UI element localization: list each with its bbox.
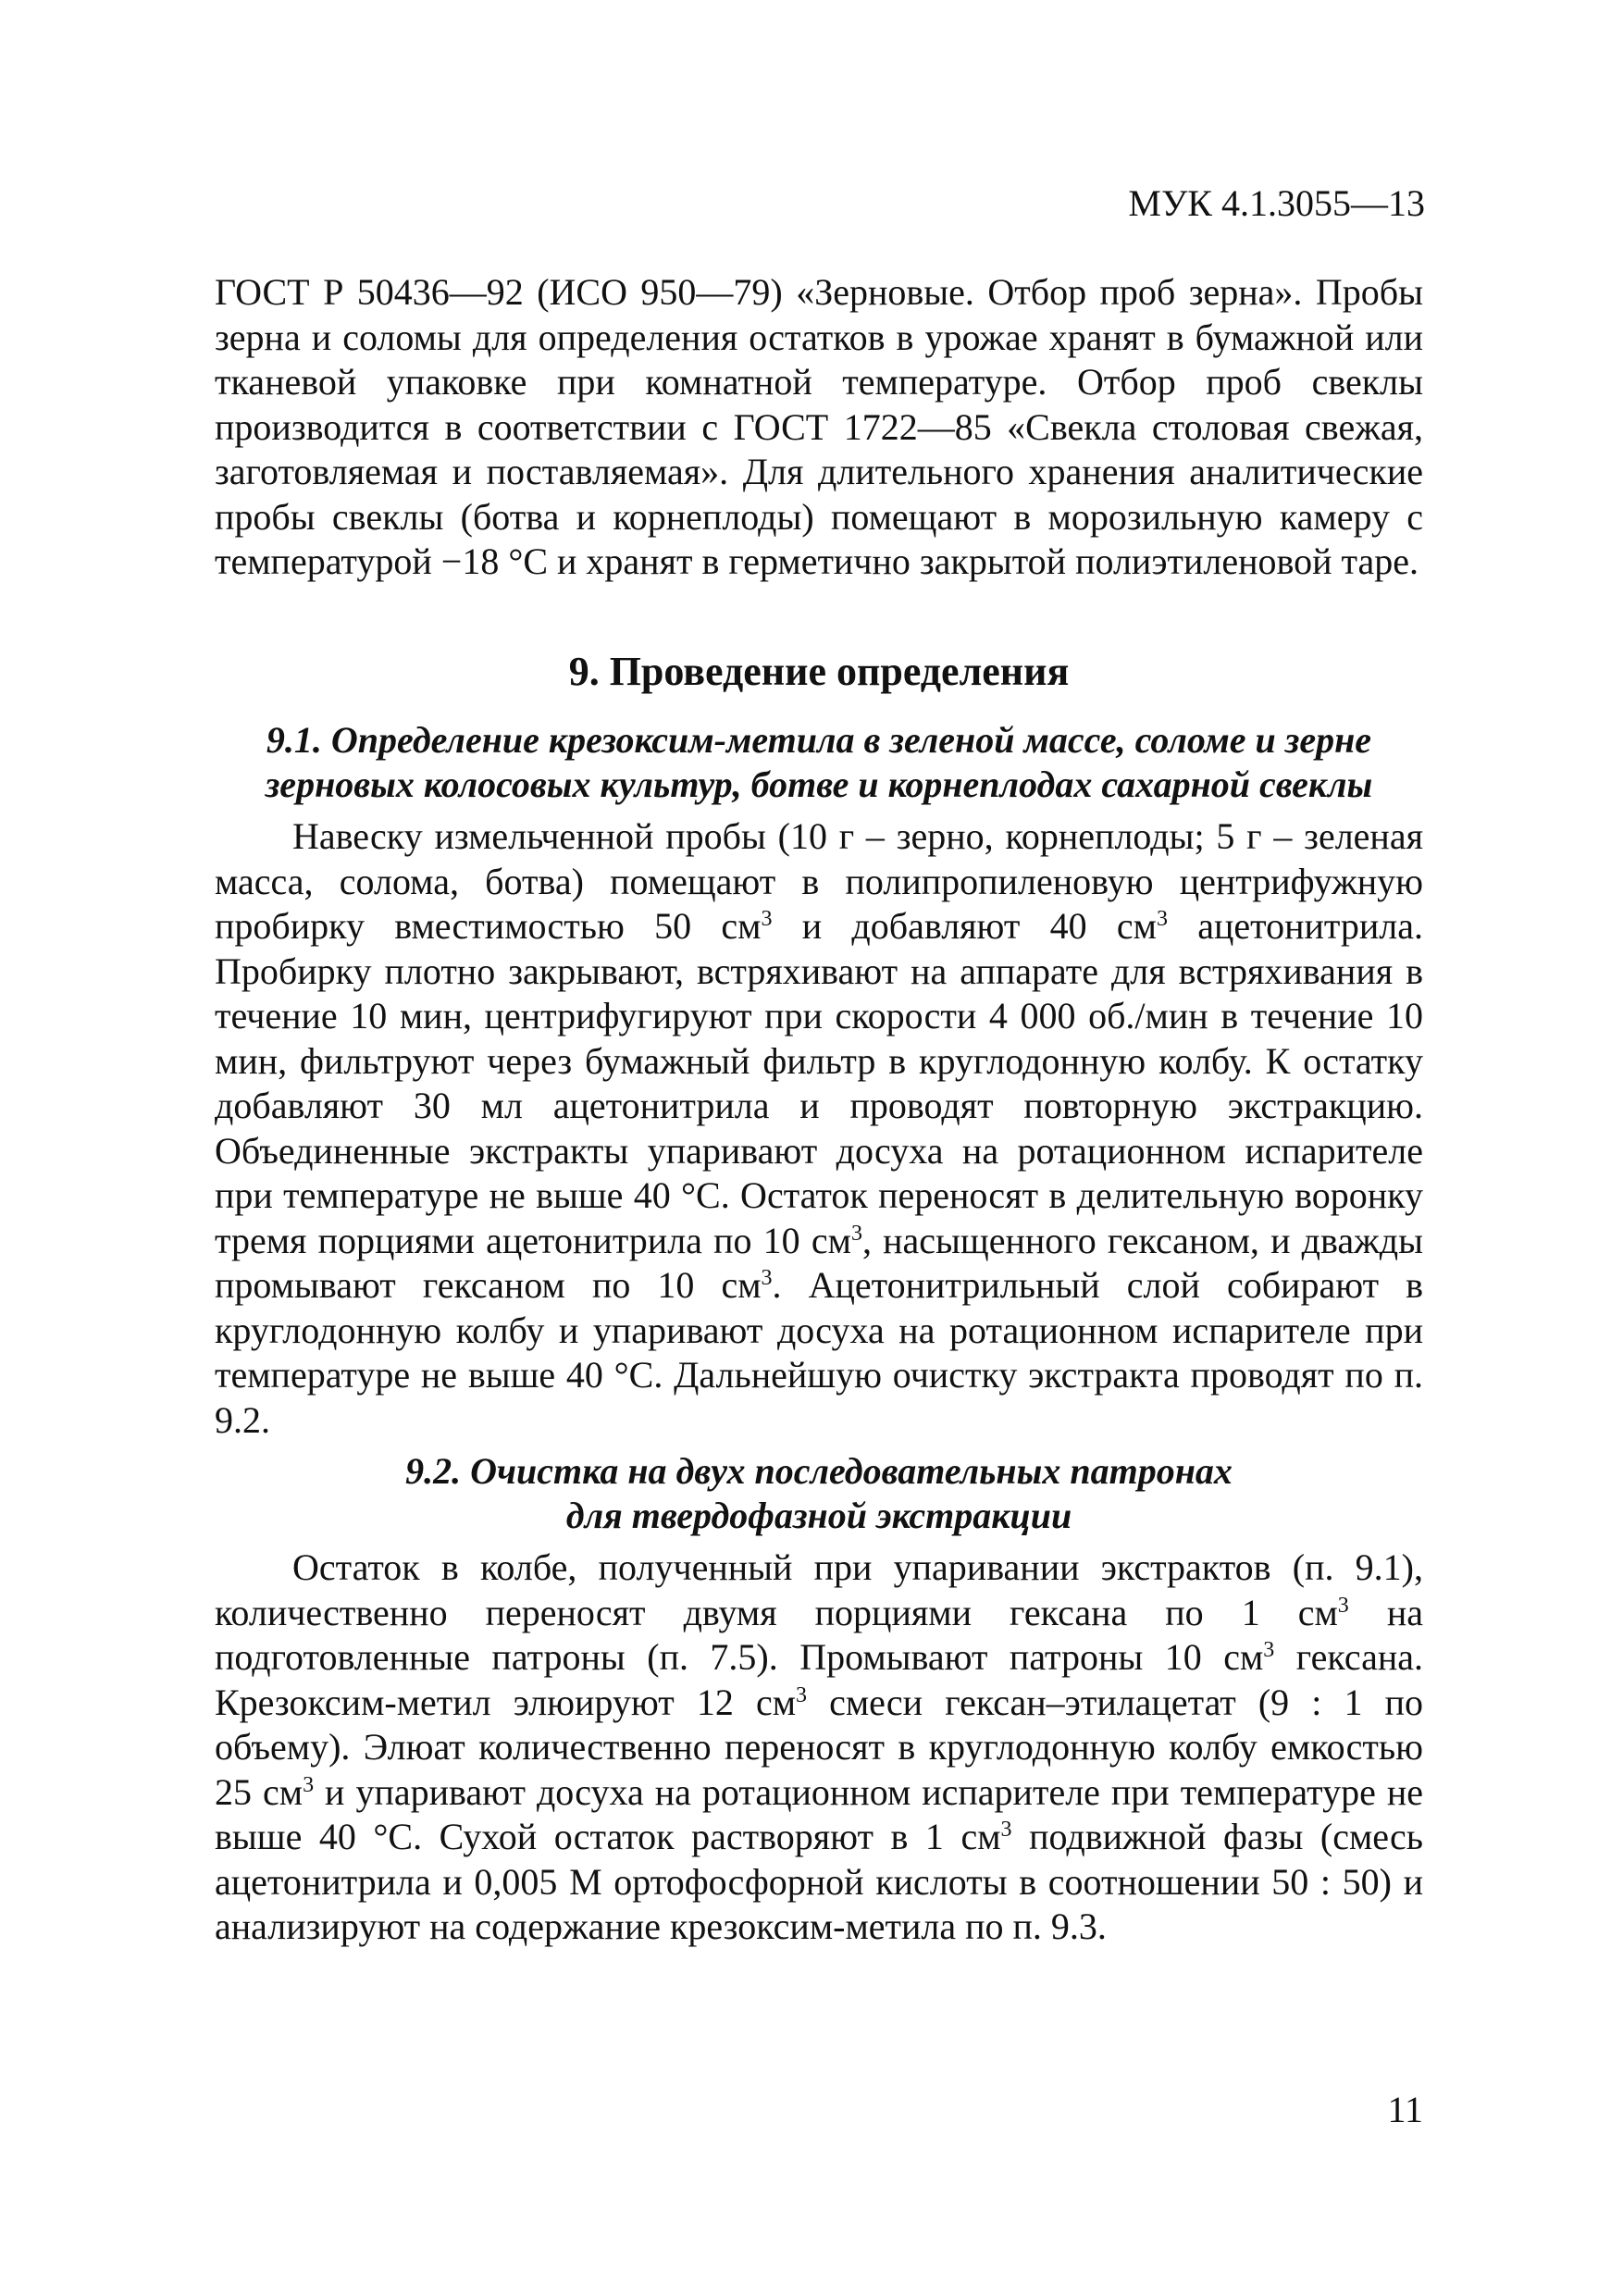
superscript: 3 (1337, 1593, 1349, 1618)
superscript: 3 (1263, 1638, 1275, 1662)
text-run: на подготовленные патроны (п. 7.5). Промывают патроны 10 см (215, 1591, 1423, 1678)
text-run: гексана. Крезоксим-метил элюируют 12 см (215, 1636, 1423, 1723)
superscript: 3 (796, 1682, 808, 1707)
text-run: подвижной фазы (смесь ацетонитрила и 0,005 М ортофосфорной кислоты в соотношении 50 : 50) и анализируют на содержание крезоксим-метила по п. 9.3. (215, 1816, 1424, 1947)
superscript: 3 (303, 1772, 315, 1797)
subsection-heading-line: для твердофазной экстракции (565, 1495, 1072, 1536)
text-run: ацетонитрила. Пробирку плотно закрывают, встряхивают на аппарате для встряхивания в течение 10 мин, центрифугируют при скорости 4 000 об./мин в течение 10 мин, фильтруют через бумажный фильтр в круглодонную колбу. К остатку добавляют 30 мл ацетонитрила и проводят повторную экстракцию. Объединенные экстракты упаривают досуха на ротационном испарителе при температуре не выше 40 °С. Остаток переносят в делительную воронку тремя порциями ацетонитрила по 10 см (215, 905, 1423, 1261)
text-run: смеси гексан–этилацетат (9 : 1 по объему). Элюат количественно переносят в круглодонную колбу емкостью 25 см (215, 1681, 1424, 1813)
page-number: 11 (1387, 2089, 1423, 2130)
superscript: 3 (761, 907, 773, 931)
intro-paragraph (215, 270, 1423, 585)
text-run: и упаривают досуха на ротационном испарителе при температуре не выше 40 °С. Сухой остаток растворяют в 1 см (215, 1770, 1423, 1857)
paragraph-9-2-text (215, 1545, 1423, 1950)
subsection-heading-line: 9.2. Очистка на двух последовательных патронах (405, 1450, 1233, 1492)
intro-text: ГОСТ Р 50436—92 (ИСО 950—79) «Зерновые. Отбор проб зерна». Пробы зерна и соломы для определения остатков в урожае хранят в бумажной или тканевой упаковке при комнатной температуре. Отбор проб свеклы производится в соответствии с ГОСТ 1722—85 «Свекла столовая свежая, заготовляемая и поставляемая». Для длительного хранения аналитические пробы свеклы (ботва и корнеплоды) помещают в морозильную камеру с температурой −18 °С и хранят в герметично закрытой полиэтиленовой таре. (215, 271, 1423, 582)
text-run: Остаток в колбе, полученный при упаривании экстрактов (п. 9.1), количественно переносят двумя порциями гексана по 1 см (215, 1546, 1423, 1633)
subsection-heading-9-1 (215, 718, 1423, 807)
subsection-heading-9-2 (215, 1449, 1423, 1538)
superscript: 3 (850, 1221, 862, 1246)
document-code-header: МУК 4.1.3055—13 (1128, 182, 1425, 224)
section-heading: 9. Проведение определения (568, 649, 1070, 694)
text-run: . Ацетонитрильный слой собирают в круглодонную колбу и упаривают досуха на ротационном испарителе при температуре не выше 40 °С. Дальнейшую очистку экстракта проводят по п. 9.2. (215, 1264, 1423, 1441)
superscript: 3 (1156, 907, 1168, 931)
text-run: , насыщенного гексаном, и дважды промывают гексаном по 10 см (215, 1219, 1423, 1306)
subsection-heading-line: 9.1. Определение крезоксим-метила в зеленой массе, соломе и зерне (266, 719, 1372, 761)
superscript: 3 (1000, 1818, 1012, 1842)
paragraph-9-2 (215, 1545, 1423, 1950)
superscript: 3 (761, 1266, 773, 1290)
subsection-heading-line: зерновых колосовых культур, ботве и корнеплодах сахарной свеклы (265, 763, 1373, 805)
paragraph-9-1-text (215, 814, 1423, 1443)
paragraph-9-1 (215, 814, 1423, 1443)
text-run: и добавляют 40 см (772, 905, 1157, 947)
text-run: Навеску измельченной пробы (10 г – зерно, корнеплоды; 5 г – зеленая масса, солома, ботва) помещают в полипропиленовую центрифужную пробирку вместимостью 50 см (215, 815, 1423, 947)
